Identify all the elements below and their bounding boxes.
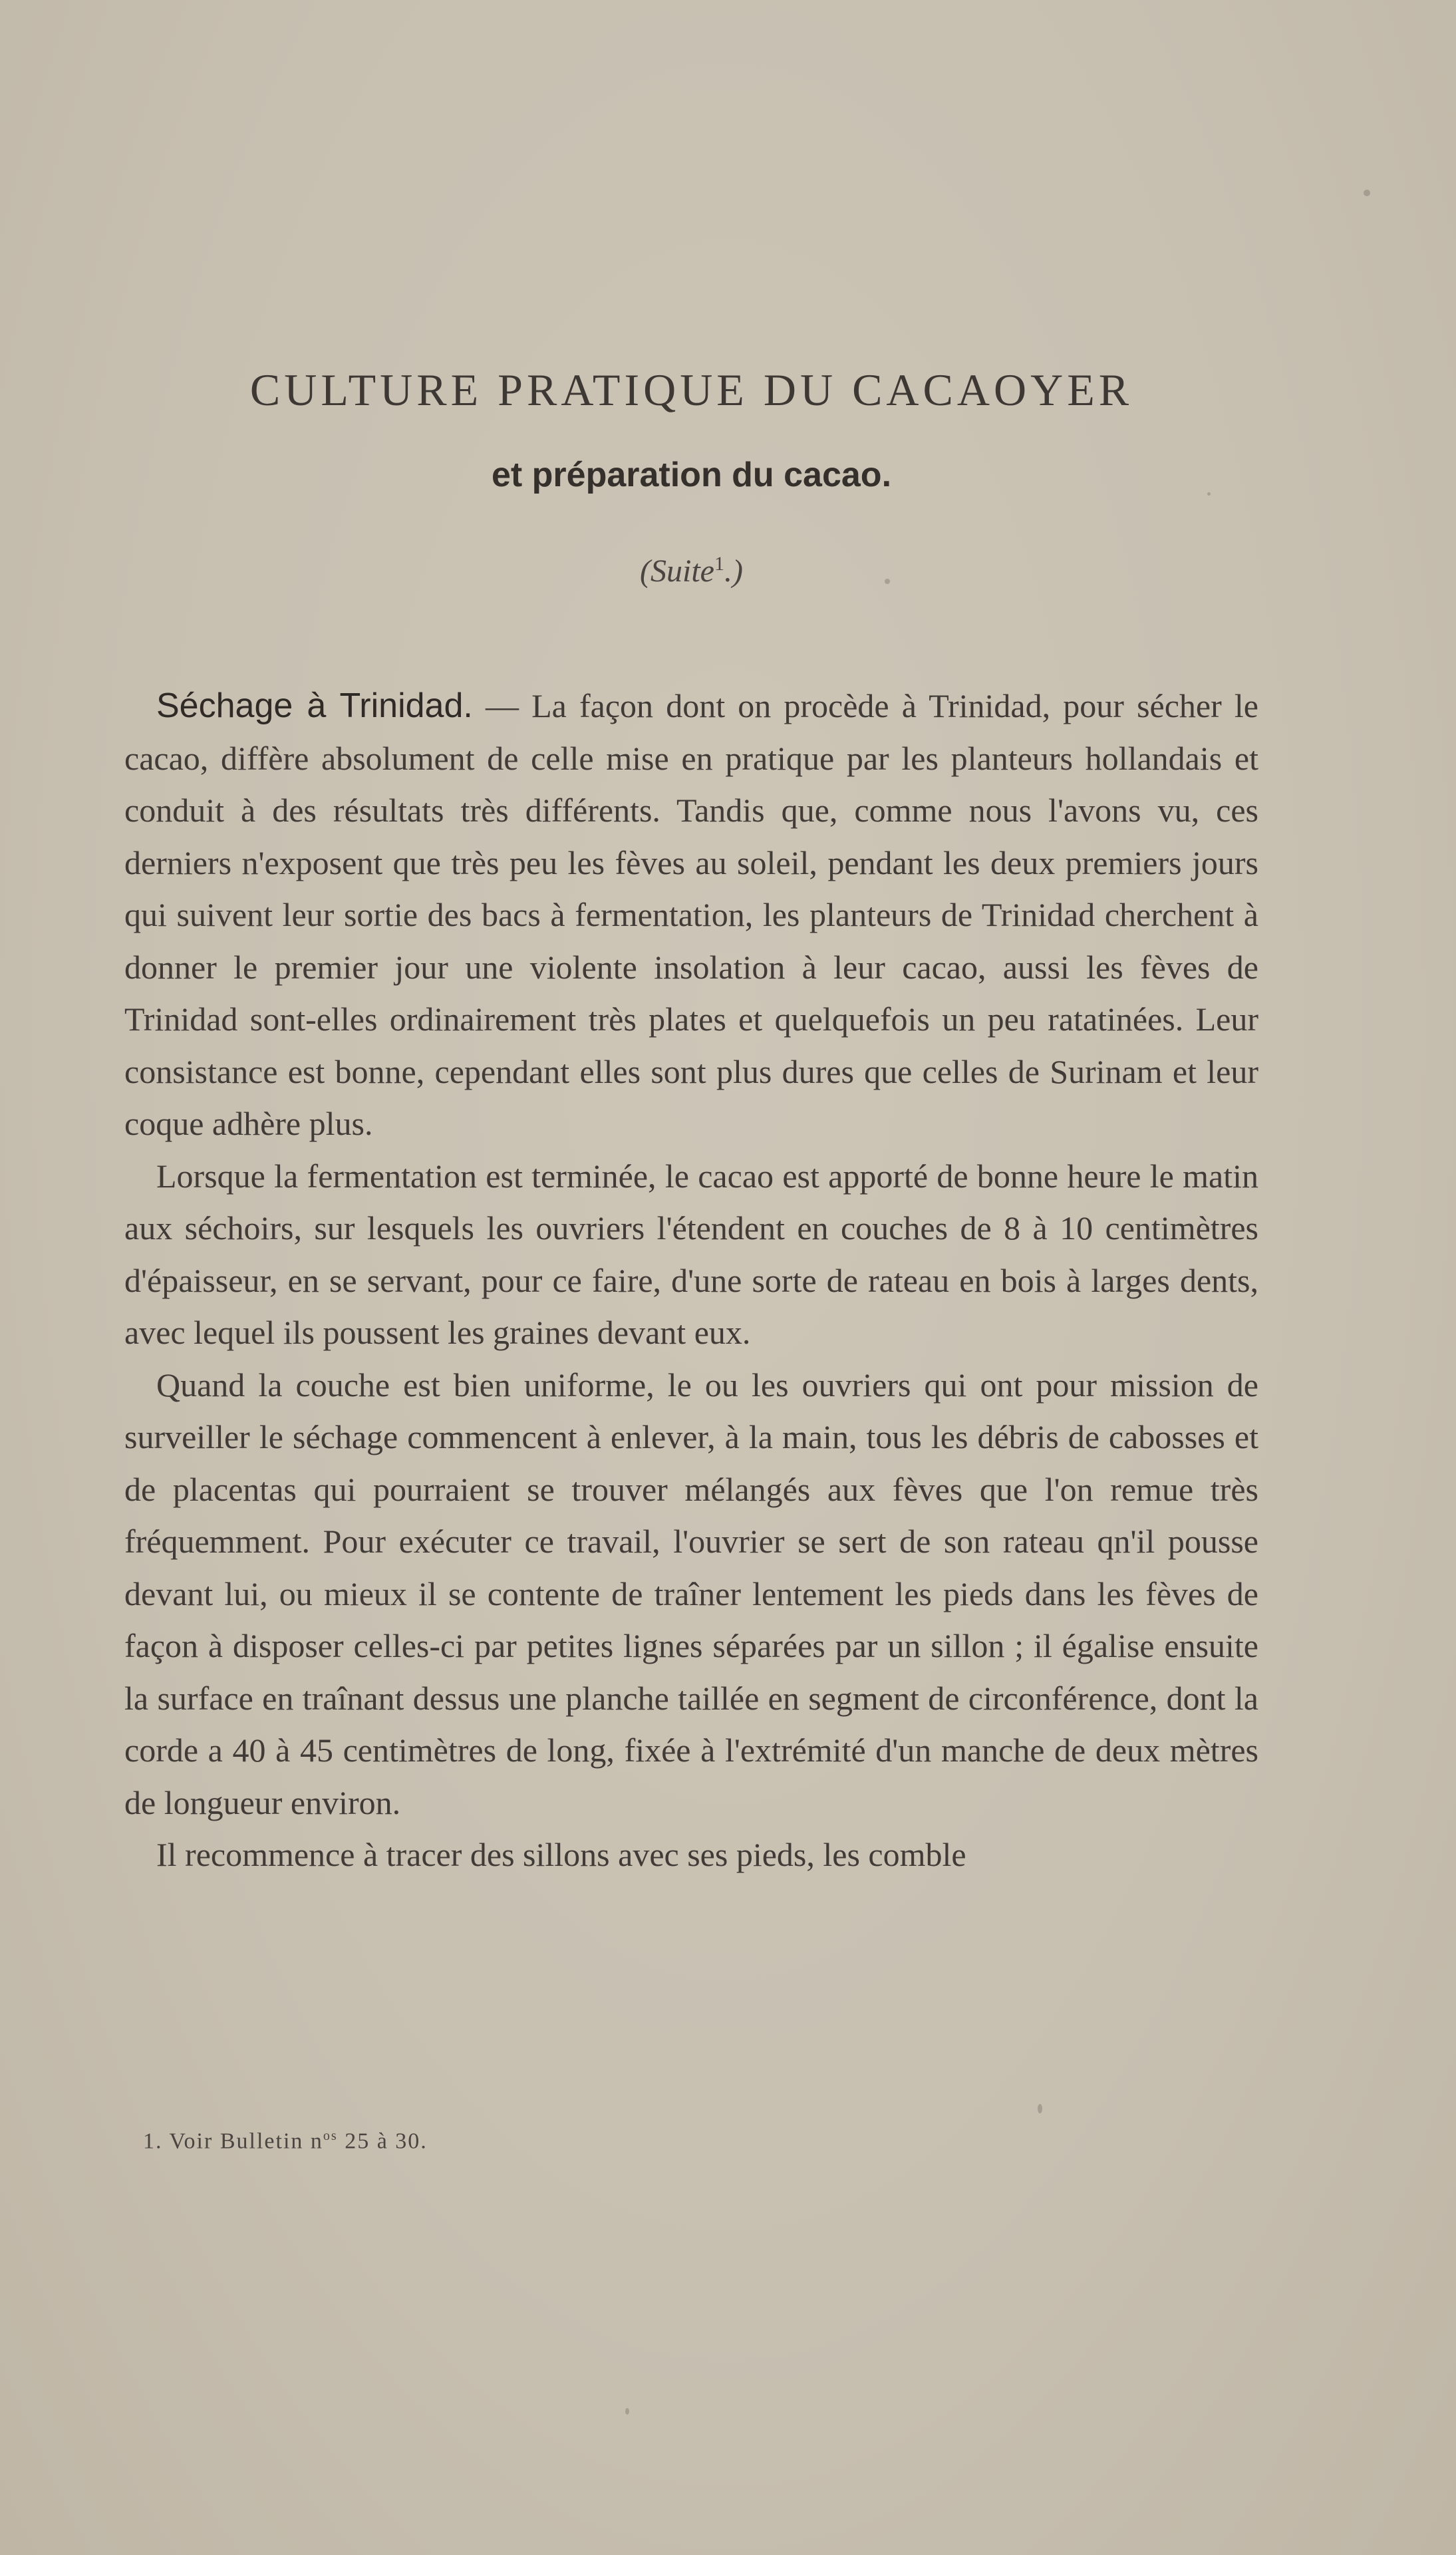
- footnote-reference: 1: [714, 553, 724, 575]
- footnote-text-end: 25 à 30.: [337, 2129, 428, 2154]
- paragraph: [124, 680, 1258, 1150]
- paragraph: Il recommence à tracer des sillons avec ses pieds, les comble: [156, 1836, 966, 1873]
- footnote-superscript: os: [323, 2129, 338, 2143]
- continuation-label: Suite: [651, 553, 714, 589]
- footnote-number: 1.: [143, 2129, 163, 2154]
- paper-speck: [1207, 492, 1211, 496]
- section-heading: Séchage à Trinidad.: [156, 686, 473, 725]
- paragraph: Quand la couche est bien uniforme, le ou les ouvriers qui ont pour mission de surveiller le séchage commencent à enlever, à la main, tous les débris de cabosses et de placentas qui pourraient se trouver mélangés aux fèves que l'on remue très fréquemment. Pour exécuter ce travail, l'ouvrier se sert de son rateau qn'il pousse devant lui, ou mieux il se contente de traîner lentement les pieds dans les fèves de façon à disposer celles-ci par petites lignes séparées par un sillon ; il égalise ensuite la surface en traînant dessus une planche taillée en segment de circonférence, dont la corde a 40 à 45 centimètres de long, fixée à l'extrémité d'un manche de deux mètres de longueur environ.: [124, 1366, 1258, 1821]
- page-subtitle: et préparation du cacao.: [491, 456, 892, 494]
- continuation-close: .): [724, 553, 743, 589]
- article-body: [124, 680, 1258, 1881]
- footnote-text: Voir Bulletin n: [169, 2129, 323, 2154]
- paper-speck: [625, 2408, 629, 2415]
- paragraph-text: — La façon dont on procède à Trinidad, pour sécher le cacao, diffère absolument de celle mise en pratique par les planteurs hollandais et conduit à des résultats très différents. Tandis que, comme nous l'avons vu, ces derniers n'exposent que très peu les fèves au soleil, pendant les deux premiers jours qui suivent leur sortie des bacs à fermentation, les planteurs de Trinidad cherchent à donner le premier jour une violente insolation à leur cacao, aussi les fèves de Trinidad sont-elles ordinairement très plates et quelquefois un peu ratatinées. Leur consistance est bonne, cependant elles sont plus dures que celles de Surinam et leur coque adhère plus.: [124, 687, 1258, 1142]
- page-title: CULTURE PRATIQUE DU CACAOYER: [249, 365, 1133, 415]
- footnote: [143, 2129, 428, 2154]
- continuation-open: (: [640, 553, 651, 589]
- paragraph: Lorsque la fermentation est terminée, le cacao est apporté de bonne heure le matin aux séchoirs, sur lesquels les ouvriers l'étendent en couches de 8 à 10 centimètres d'épaisseur, en se servant, pour ce faire, d'une sorte de rateau en bois à larges dents, avec lequel ils poussent les graines devant eux.: [124, 1157, 1258, 1351]
- paper-speck: [885, 579, 890, 584]
- continuation-note: [124, 554, 1258, 587]
- paper-speck: [1364, 190, 1370, 196]
- paper-speck: [1038, 2104, 1042, 2113]
